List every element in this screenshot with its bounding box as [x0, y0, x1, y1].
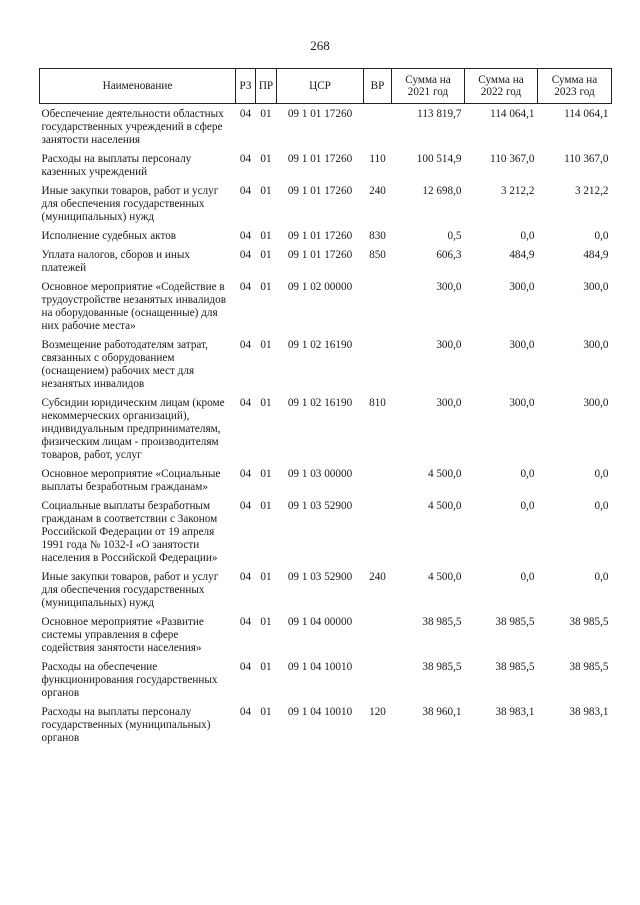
- cell-name: Основное мероприятие «Социальные выплаты безработным гражданам»: [41, 468, 221, 493]
- cell-y2022: 300,0: [509, 281, 535, 293]
- table-row: [40, 335, 612, 393]
- cell-name: Расходы на выплаты персоналу казенных учреждений: [41, 153, 192, 178]
- cell-pr: 01: [260, 616, 272, 628]
- cell-y2021: 38 960,1: [422, 706, 462, 718]
- cell-name: Иные закупки товаров, работ и услуг для обеспечения государственных (муниципальных) нужд: [41, 185, 219, 223]
- cell-rz: 04: [239, 108, 252, 120]
- cell-csr: 09 1 04 10010: [287, 706, 353, 718]
- cell-pr: 01: [260, 185, 272, 197]
- table-row: [40, 464, 612, 496]
- cell-y2023: 38 985,5: [569, 616, 609, 628]
- cell-y2021: 606,3: [436, 249, 462, 261]
- cell-csr: 09 1 02 00000: [287, 281, 353, 293]
- cell-rz: 04: [239, 281, 252, 293]
- cell-y2021: 300,0: [436, 397, 462, 409]
- cell-y2023: 0,0: [594, 230, 609, 242]
- cell-vr: 830: [369, 230, 386, 242]
- header-2023: Сумма на 2023 год: [538, 69, 612, 104]
- cell-rz: 04: [239, 339, 252, 351]
- cell-y2023: 114 064,1: [564, 108, 609, 120]
- table-row: [40, 277, 612, 335]
- cell-y2023: 3 212,2: [574, 185, 609, 197]
- cell-csr: 09 1 01 17260: [287, 249, 353, 261]
- cell-y2021: 4 500,0: [427, 571, 462, 583]
- table-row: [40, 226, 612, 245]
- cell-name: Обеспечение деятельности областных государственных учреждений в сфере занятости населения: [41, 108, 224, 146]
- table-row: [40, 245, 612, 277]
- header-rz: РЗ: [236, 69, 256, 104]
- cell-y2022: 3 212,2: [500, 185, 535, 197]
- cell-vr: 240: [369, 571, 386, 583]
- cell-y2023: 484,9: [583, 249, 609, 261]
- cell-y2021: 113 819,7: [417, 108, 462, 120]
- cell-pr: 01: [260, 571, 272, 583]
- cell-name: Социальные выплаты безработным гражданам в соответствии с Законом Российской Федерации от 19 апреля 1991 года № 1032-I «О занятости населения в Российской Федерации»: [41, 500, 218, 564]
- cell-vr: [364, 335, 392, 393]
- cell-name: Расходы на выплаты персоналу государственных (муниципальных) органов: [41, 706, 211, 744]
- cell-name: Уплата налогов, сборов и иных платежей: [41, 249, 191, 274]
- cell-pr: 01: [260, 230, 272, 242]
- cell-y2022: 114 064,1: [490, 108, 535, 120]
- cell-csr: 09 1 03 52900: [287, 571, 353, 583]
- cell-y2023: 300,0: [583, 397, 609, 409]
- cell-csr: 09 1 01 17260: [287, 230, 353, 242]
- cell-name: Субсидии юридическим лицам (кроме некоммерческих организаций), индивидуальным предпринимателям, физическим лицам - производителям товаров, работ, услуг: [41, 397, 225, 461]
- cell-y2021: 300,0: [436, 339, 462, 351]
- cell-csr: 09 1 04 10010: [287, 661, 353, 673]
- table-row: [40, 657, 612, 702]
- cell-pr: 01: [260, 108, 272, 120]
- table-row: [40, 567, 612, 612]
- cell-rz: 04: [239, 706, 252, 718]
- cell-name: Иные закупки товаров, работ и услуг для обеспечения государственных (муниципальных) нужд: [41, 571, 219, 609]
- cell-y2023: 0,0: [594, 500, 609, 512]
- cell-name: Основное мероприятие «Развитие системы управления в сфере содействия занятости населения»: [41, 616, 204, 654]
- cell-name: Возмещение работодателям затрат, связанных с оборудованием (оснащением) рабочих мест для незанятых инвалидов: [41, 339, 208, 390]
- cell-y2023: 300,0: [583, 281, 609, 293]
- cell-rz: 04: [239, 616, 252, 628]
- cell-pr: 01: [260, 661, 272, 673]
- header-2021: Сумма на 2021 год: [392, 69, 465, 104]
- table-row: [40, 104, 612, 150]
- cell-vr: [364, 612, 392, 657]
- table-row: [40, 702, 612, 747]
- table-row: [40, 181, 612, 226]
- cell-csr: 09 1 02 16190: [287, 339, 353, 351]
- cell-y2022: 38 983,1: [495, 706, 535, 718]
- cell-pr: 01: [260, 468, 272, 480]
- cell-vr: [364, 657, 392, 702]
- cell-y2021: 100 514,9: [416, 153, 462, 165]
- cell-csr: 09 1 02 16190: [287, 397, 353, 409]
- cell-csr: 09 1 04 00000: [287, 616, 353, 628]
- cell-name: Основное мероприятие «Содействие в трудоустройстве незанятых инвалидов на оборудованные (оснащенные) для них рабочие места»: [41, 281, 227, 332]
- cell-y2023: 38 985,5: [569, 661, 609, 673]
- cell-y2022: 38 985,5: [495, 661, 535, 673]
- cell-y2022: 38 985,5: [495, 616, 535, 628]
- cell-vr: 110: [369, 153, 386, 165]
- cell-vr: 810: [369, 397, 386, 409]
- cell-vr: [364, 496, 392, 567]
- cell-pr: 01: [260, 281, 272, 293]
- cell-vr: [364, 277, 392, 335]
- cell-y2023: 0,0: [594, 468, 609, 480]
- cell-y2022: 110 367,0: [490, 153, 535, 165]
- cell-rz: 04: [239, 500, 252, 512]
- cell-rz: 04: [239, 249, 252, 261]
- cell-y2023: 38 983,1: [569, 706, 609, 718]
- table-row: [40, 393, 612, 464]
- cell-y2022: 0,0: [520, 571, 535, 583]
- cell-vr: [364, 104, 392, 150]
- cell-y2023: 0,0: [594, 571, 609, 583]
- table-row: [40, 149, 612, 181]
- cell-rz: 04: [239, 153, 252, 165]
- table-row: [40, 496, 612, 567]
- header-name: Наименование: [40, 69, 236, 104]
- cell-y2023: 110 367,0: [564, 153, 609, 165]
- cell-csr: 09 1 01 17260: [287, 108, 353, 120]
- cell-rz: 04: [239, 571, 252, 583]
- table-row: [40, 612, 612, 657]
- cell-rz: 04: [239, 397, 252, 409]
- table-body: [40, 104, 612, 748]
- cell-vr: [364, 464, 392, 496]
- header-pr: ПР: [256, 69, 277, 104]
- cell-y2022: 300,0: [509, 339, 535, 351]
- cell-y2022: 0,0: [520, 468, 535, 480]
- cell-y2021: 4 500,0: [427, 468, 462, 480]
- cell-y2021: 38 985,5: [422, 661, 462, 673]
- cell-rz: 04: [239, 661, 252, 673]
- cell-y2023: 300,0: [583, 339, 609, 351]
- cell-vr: 120: [369, 706, 386, 718]
- table-header-row: [40, 69, 612, 104]
- cell-y2021: 300,0: [436, 281, 462, 293]
- cell-y2021: 38 985,5: [422, 616, 462, 628]
- cell-pr: 01: [260, 249, 272, 261]
- cell-vr: 850: [369, 249, 386, 261]
- cell-pr: 01: [260, 153, 272, 165]
- cell-y2021: 0,5: [447, 230, 462, 242]
- cell-rz: 04: [239, 230, 252, 242]
- header-csr: ЦСР: [277, 69, 364, 104]
- cell-pr: 01: [260, 397, 272, 409]
- cell-vr: 240: [369, 185, 386, 197]
- page-number: 268: [310, 38, 330, 53]
- cell-y2021: 12 698,0: [422, 185, 462, 197]
- header-vr: ВР: [364, 69, 392, 104]
- cell-y2022: 300,0: [509, 397, 535, 409]
- cell-y2022: 0,0: [520, 230, 535, 242]
- cell-csr: 09 1 01 17260: [287, 153, 353, 165]
- cell-rz: 04: [239, 468, 252, 480]
- cell-pr: 01: [260, 500, 272, 512]
- cell-name: Расходы на обеспечение функционирования государственных органов: [41, 661, 218, 699]
- cell-pr: 01: [260, 706, 272, 718]
- cell-csr: 09 1 01 17260: [287, 185, 353, 197]
- cell-y2021: 4 500,0: [427, 500, 462, 512]
- cell-pr: 01: [260, 339, 272, 351]
- cell-name: Исполнение судебных актов: [41, 230, 177, 242]
- header-2022: Сумма на 2022 год: [465, 69, 538, 104]
- budget-table: [39, 68, 612, 747]
- cell-csr: 09 1 03 52900: [287, 500, 353, 512]
- cell-y2022: 0,0: [520, 500, 535, 512]
- cell-y2022: 484,9: [509, 249, 535, 261]
- cell-rz: 04: [239, 185, 252, 197]
- cell-csr: 09 1 03 00000: [287, 468, 353, 480]
